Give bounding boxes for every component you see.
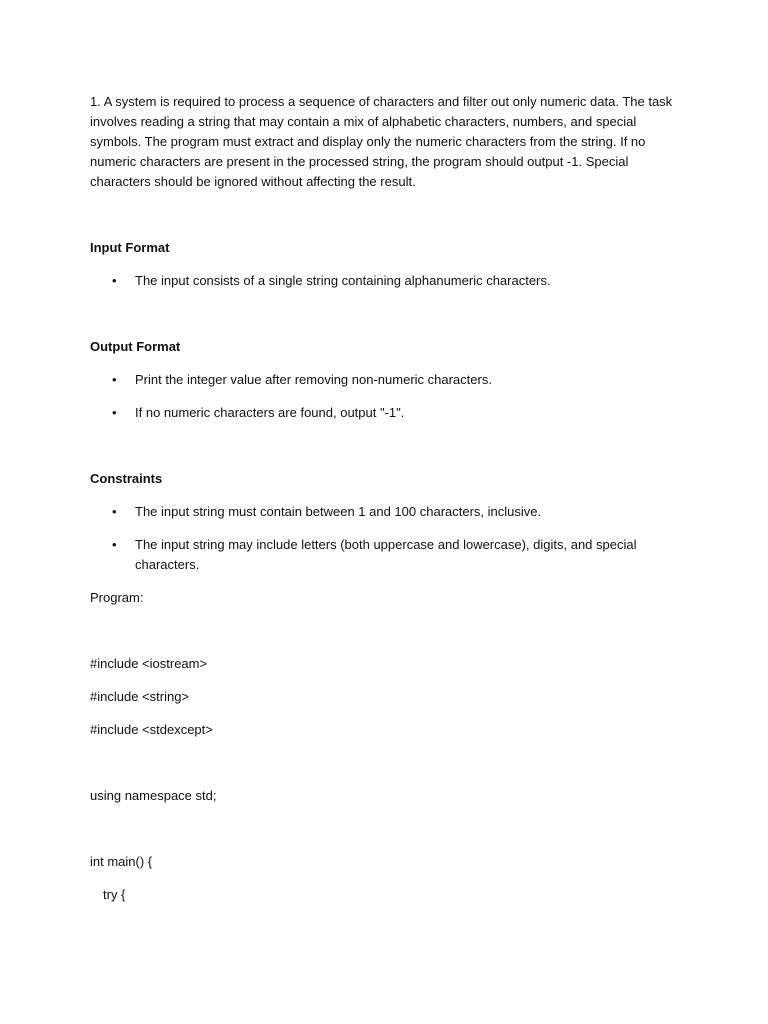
list-item-text: If no numeric characters are found, output "-1". — [135, 405, 405, 420]
list-item — [90, 502, 680, 522]
code-line: #include <iostream> — [90, 656, 208, 671]
list-item — [90, 403, 680, 423]
input-format-heading: Input Format — [90, 240, 170, 255]
bullet-icon: • — [112, 372, 117, 387]
problem-statement: 1. A system is required to process a sequence of characters and filter out only numeric data. The task involves reading a string that may contain a mix of alphabetic characters, numbers, and special symbols. The program must extract and display only the numeric characters from the string. If no numeric characters are present in the processed string, the program should output -1. Special characters should be ignored without affecting the result. — [90, 94, 673, 189]
list-item — [90, 370, 680, 390]
constraints-list — [90, 502, 680, 575]
list-item-text: The input string may include letters (both uppercase and lowercase), digits, and special characters. — [135, 537, 637, 572]
output-format-list — [90, 370, 680, 423]
list-item — [90, 271, 680, 291]
document-content — [90, 92, 680, 905]
program-label: Program: — [90, 590, 144, 605]
code-line: using namespace std; — [90, 788, 217, 803]
bullet-icon: • — [112, 504, 117, 519]
bullet-icon: • — [112, 405, 117, 420]
list-item-text: The input string must contain between 1 and 100 characters, inclusive. — [135, 504, 542, 519]
list-item-text: Print the integer value after removing non-numeric characters. — [135, 372, 492, 387]
list-item — [90, 535, 680, 575]
output-format-heading: Output Format — [90, 339, 181, 354]
code-line: #include <stdexcept> — [90, 722, 213, 737]
bullet-icon: • — [112, 537, 117, 552]
code-line: int main() { — [90, 854, 153, 869]
code-line: try { — [103, 887, 126, 902]
list-item-text: The input consists of a single string containing alphanumeric characters. — [135, 273, 551, 288]
constraints-heading: Constraints — [90, 471, 163, 486]
code-line: #include <string> — [90, 689, 190, 704]
bullet-icon: • — [112, 273, 117, 288]
input-format-list — [90, 271, 680, 291]
